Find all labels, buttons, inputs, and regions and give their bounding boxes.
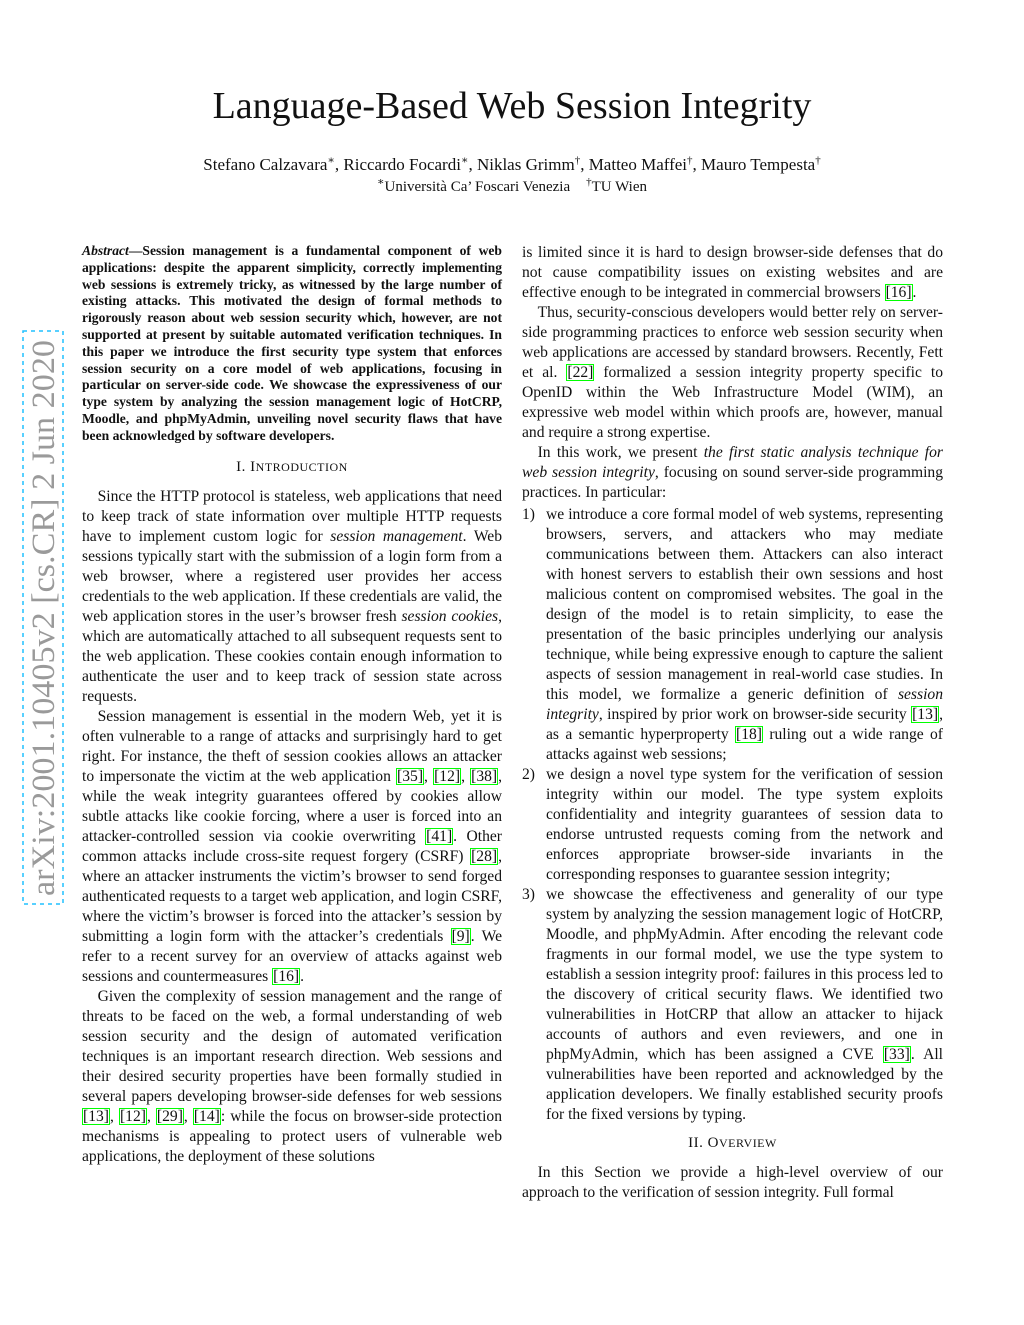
section-initial: O <box>707 1135 719 1151</box>
author-name: Matteo Maffei <box>588 155 688 174</box>
intro-paragraph-3-continued: is limited since it is hard to design browser-side defenses that do not cause compatibility issues on existing websites and are effective enough to be integrated in commercial browsers [16]. <box>522 244 943 301</box>
intro-paragraph-5: In this work, we present the first static analysis technique for web session integrity, focusing on sound server-side programming practices. In particular: <box>522 444 943 501</box>
section-title-rest: NTRODUCTION <box>255 459 348 474</box>
citation-link[interactable]: [41] <box>426 827 453 845</box>
section-heading-introduction <box>82 457 502 477</box>
contribution-list <box>522 505 943 1125</box>
author-name: Riccardo Focardi <box>343 155 461 174</box>
intro-paragraph-3: Given the complexity of session management and the range of threats to be faced on the web, a formal understanding of web session security and the design of automated verification techniques is an important research direction. Web sessions and their desired security properties have been formally studied in several papers developing browser-side defenses for web sessions [13], [12], [29], [14]: while the focus on browser-side protection mechanisms is appealing to protect users of vulnerable web applications, the deployment of these solutions <box>82 987 503 1165</box>
abstract-text: —Session management is a fundamental component of web applications: despite the apparent simplicity, correctly implementing web sessions is extremely tricky, as witnessed by the large number of existing attacks. This motivated the design of formal methods to rigorously reason about web session security which, however, are not supported at present by suitable automated verification techniques. In this paper we introduce the first security type system that enforces session security on a core model of web applications, focusing in particular on server-side code. We showcase the expressiveness of our type system by analyzing the session management logic of HotCRP, Moodle, and phpMyAdmin, unveiling novel security flaws that have been acknowledged by software developers. <box>82 243 502 443</box>
citation-link[interactable]: [33] <box>883 1046 910 1063</box>
arxiv-id[interactable]: arXiv:2001.10405v2 [cs.CR] 2 Jun 2020 <box>26 358 62 896</box>
arxiv-stamp-graphic <box>22 330 64 905</box>
section-initial: I <box>250 458 256 475</box>
citation-link[interactable]: [22] <box>567 364 594 381</box>
citation-link[interactable]: [14] <box>193 1107 220 1125</box>
section-heading-overview <box>522 1133 943 1153</box>
citation-link[interactable]: [13] <box>912 706 939 723</box>
author-name: Stefano Calzavara <box>203 155 328 174</box>
citation-link[interactable]: [16] <box>273 967 300 985</box>
author-name: Niklas Grimm <box>476 155 575 174</box>
affiliation-mark: † <box>815 154 821 167</box>
affiliation <box>586 176 647 195</box>
paper-title: Language-Based Web Session Integrity <box>212 85 812 127</box>
overview-paragraph-1: In this Section we provide a high-level overview of our approach to the verification of session integrity. Full formal <box>522 1164 943 1201</box>
intro-paragraph-4: Thus, security-conscious developers would better rely on server-side programming practices to enforce web session security when web applications are accessed by standard browsers. Recently, Fett et al. [22] formalized a session integrity property specific to OpenID within the Web Infrastructure Model (WIM), an expressive web model within which proofs are, however, manual and require a strong expertise. <box>522 304 944 441</box>
affiliation-mark: ∗ <box>460 154 469 167</box>
contribution-item: 1) we introduce a core formal model of web systems, representing browsers, servers, and attackers who may mediate communications between them. Attackers can also interact with honest servers to establish their own sessions and host malicious content on compromised websites. The goal in the design of the model is to retain simplicity, to ease the presentation of the basic principles underlying our analysis technique, while being expressive enough to capture the salient aspects of session management in real-world case studies. In this model, we formalize a generic definition of session integrity, inspired by prior work on browser-side security [13], as a semantic hyperproperty [18] ruling out a wide range of attacks against web sessions; <box>522 506 943 763</box>
citation-link[interactable]: [9] <box>451 927 470 945</box>
author-separator: , <box>334 155 344 174</box>
citation-link[interactable]: [29] <box>156 1107 183 1125</box>
affiliation <box>377 176 571 195</box>
affiliation-mark: † <box>687 154 693 167</box>
affiliation-mark: † <box>574 154 581 167</box>
citation-link[interactable]: [28] <box>471 847 498 865</box>
left-column <box>82 243 502 1167</box>
intro-paragraph-2: Session management is essential in the modern Web, yet it is often vulnerable to a range of attacks and surprisingly hard to get right. For instance, the theft of session cookies allows an attacker to impersonate the victim at the web application [35], [12], [38], while the weak integrity guarantees offered by cookies allow subtle attacks like cookie forcing, where a user is forced into an attacker-controlled session via cookie overwriting [41]. Other common attacks include cross-site request forgery (CSRF) [28], where an attacker instruments the victim’s browser to send forged authenticated requests to a target web application, and login CSRF, where the victim’s browser is forced into the attacker’s session by submitting a login form with the attacker’s credentials [9]. We refer to a recent survey for an overview of attacks against web sessions and countermeasures [16]. <box>82 707 503 985</box>
author-separator: , <box>692 155 702 174</box>
contribution-item: 3) we showcase the effectiveness and generality of our type system by analyzing the session management logic of HotCRP, Moodle, and phpMyAdmin. After encoding the relevant code fragments in our formal model, we use the type system to establish a session integrity proof: failures in this process led to the discovery of critical security flaws. We identified two vulnerabilities in HotCRP that allow an attacker to hijack accounts of authors and even reviewers, and one in phpMyAdmin, which has been assigned a CVE [33]. All vulnerabilities have been reported and acknowledged by the application developers. We finally established security proofs for the fixed versions by typing. <box>522 886 943 1123</box>
affiliation-list <box>0 177 1024 197</box>
affiliation-name: Università Ca’ Foscari Venezia <box>384 179 571 195</box>
intro-paragraph-1: Since the HTTP protocol is stateless, web applications that need to keep track of state information over multiple HTTP requests have to implement custom logic for session management. Web sessions typically start with the submission of a login form from a web browser, where a registered user provides her access credentials to the web application. If these credentials are valid, the web application stores in the user’s browser fresh session cookies, which are automatically attached to all subsequent requests sent to the web application. These cookies contain enough information to authenticate the user and to keep track of session state across requests. <box>82 487 503 705</box>
author-separator: , <box>468 155 477 174</box>
citation-link[interactable]: [16] <box>885 284 912 301</box>
affiliation-mark: † <box>586 176 592 188</box>
section-number: II. <box>688 1135 704 1151</box>
citation-link[interactable]: [13] <box>83 1107 109 1125</box>
citation-link[interactable]: [38] <box>471 767 498 785</box>
citation-link[interactable]: [12] <box>434 767 461 785</box>
citation-link[interactable]: [12] <box>119 1107 146 1125</box>
arxiv-stamp <box>22 330 64 905</box>
right-column <box>522 243 943 1203</box>
section-number: I. <box>236 458 246 475</box>
author-list <box>0 154 1024 176</box>
contribution-item: 2) we design a novel type system for the verification of session integrity within our model. The type system exploits confidentiality and integrity guarantees of session data to endorse untrusted requests coming from the network and enforces appropriate browser-side invariants in the corresponding responses to guarantee session integrity; <box>522 766 943 883</box>
author-name: Mauro Tempesta <box>701 155 816 174</box>
affiliation-mark: ∗ <box>327 154 335 167</box>
citation-link[interactable]: [35] <box>397 767 424 785</box>
affiliation-mark: ∗ <box>377 176 385 188</box>
section-title-rest: VERVIEW <box>718 1136 777 1150</box>
author-separator: , <box>580 155 589 174</box>
abstract-lead: Abstract <box>82 243 129 258</box>
citation-link[interactable]: [18] <box>736 726 762 743</box>
affiliation-name: TU Wien <box>591 179 647 195</box>
abstract <box>82 243 502 445</box>
